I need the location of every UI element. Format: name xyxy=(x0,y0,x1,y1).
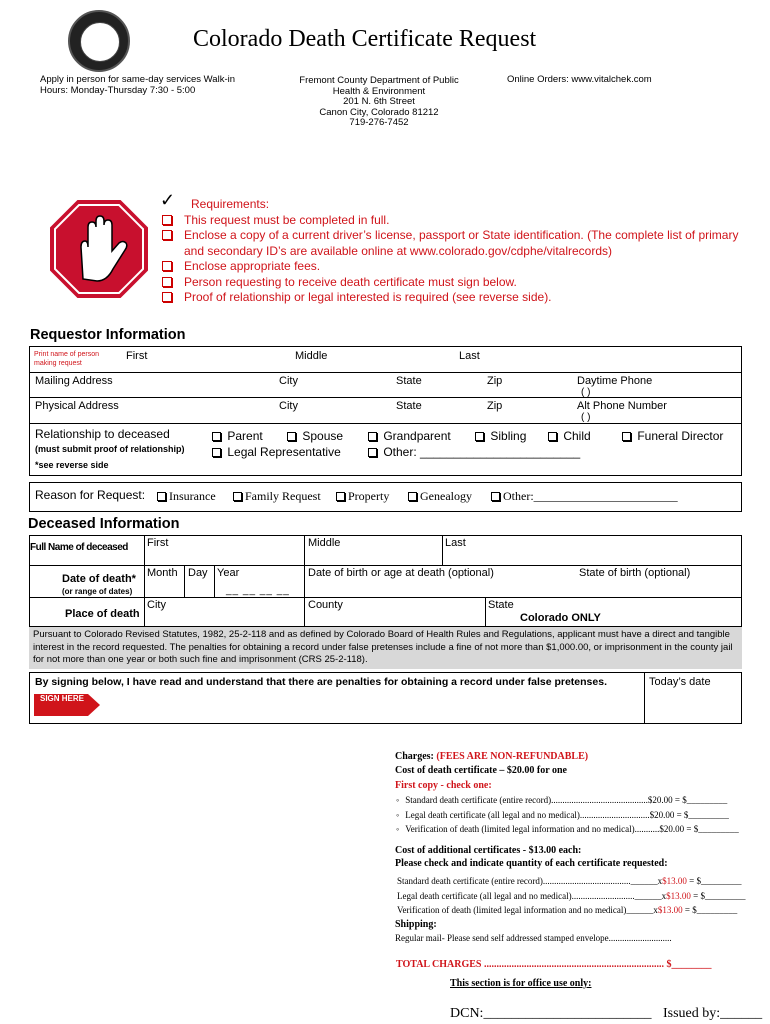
range-note: (or range of dates) xyxy=(62,587,133,596)
reason-other[interactable]: Other:________________________ xyxy=(491,489,678,504)
phone-paren: ( ) xyxy=(581,412,591,423)
additional-legal[interactable]: Legal death certificate (all legal and no medical)............................______x$13.00 = $_________ xyxy=(397,891,746,901)
deceased-last-field[interactable]: Last xyxy=(445,537,466,549)
mailing-zip-field[interactable]: Zip xyxy=(487,375,503,387)
deceased-first-field[interactable]: First xyxy=(147,537,169,549)
todays-date-field[interactable]: Today’s date xyxy=(649,676,711,688)
reason-family[interactable]: Family Request xyxy=(233,489,321,504)
first-copy-heading: First copy - check one: xyxy=(395,780,492,791)
death-state-field[interactable]: State xyxy=(488,599,514,611)
reason-genealogy[interactable]: Genealogy xyxy=(408,489,472,504)
physical-zip-field[interactable]: Zip xyxy=(487,400,503,412)
mailing-address-field[interactable]: Mailing Address xyxy=(35,375,113,387)
checkbox-icon[interactable] xyxy=(162,261,172,271)
walkin-hours: Apply in person for same-day services Walk-in Hours: Monday-Thursday 7:30 - 5:00 xyxy=(40,74,235,96)
additional-standard[interactable]: Standard death certificate (entire record).......................................______x$13.00 = $_________ xyxy=(397,876,742,886)
rel-child[interactable]: Child xyxy=(548,429,591,443)
page-title: Colorado Death Certificate Request xyxy=(193,26,537,52)
physical-city-field[interactable]: City xyxy=(279,400,298,412)
date-of-death-label: Date of death* xyxy=(62,573,136,585)
mailing-city-field[interactable]: City xyxy=(279,375,298,387)
state-of-birth-field[interactable]: State of birth (optional) xyxy=(579,567,691,579)
deceased-section-title: Deceased Information xyxy=(28,516,180,532)
rel-other[interactable]: Other: ________________________ xyxy=(368,445,580,459)
rel-legal-rep[interactable]: Legal Representative xyxy=(212,445,341,459)
full-name-label: Full Name of deceased xyxy=(30,542,128,553)
physical-state-field[interactable]: State xyxy=(396,400,422,412)
last-name-field[interactable]: Last xyxy=(459,350,480,362)
death-city-field[interactable]: City xyxy=(147,599,166,611)
office-use-note: This section is for office use only: xyxy=(450,978,592,989)
regular-mail-note: Regular mail- Please send self addressed stamped envelope............................ xyxy=(395,933,672,943)
death-month-field[interactable]: Month xyxy=(147,567,178,579)
county-seal-logo xyxy=(68,10,130,72)
cost-first: Cost of death certificate – $20.00 for one xyxy=(395,765,567,776)
sign-here-label: SIGN HERE xyxy=(39,694,84,703)
daytime-phone-field[interactable]: Daytime Phone xyxy=(577,375,653,387)
dcn-field[interactable]: DCN:________________________ xyxy=(450,1006,652,1021)
first-copy-standard[interactable]: ◦ Standard death certificate (entire record)...........................................$20.00 = $_________ xyxy=(396,795,728,805)
additional-subheading: Please check and indicate quantity of each certificate requested: xyxy=(395,858,668,869)
physical-address-field[interactable]: Physical Address xyxy=(35,400,119,412)
charges-heading: Charges: (FEES ARE NON-REFUNDABLE) xyxy=(395,751,589,762)
checkbox-icon[interactable] xyxy=(162,215,172,225)
additional-heading: Cost of additional certificates - $13.00 each: xyxy=(395,845,582,856)
year-blanks: __ __ __ __ xyxy=(226,585,290,596)
checkbox-icon[interactable] xyxy=(162,230,172,240)
first-copy-verification[interactable]: ◦ Verification of death (limited legal information and no medical)...........$20.00 = $_________ xyxy=(396,824,739,834)
checkmark-icon: ✓ xyxy=(160,190,176,210)
must-submit-note: (must submit proof of relationship) xyxy=(35,444,185,454)
rel-parent[interactable]: Parent xyxy=(212,429,263,443)
additional-verification[interactable]: Verification of death (limited legal information and no medical)______x$13.00 = $_________ xyxy=(397,905,738,915)
online-orders: Online Orders: www.vitalchek.com xyxy=(507,74,652,85)
reason-property[interactable]: Property xyxy=(336,489,389,504)
mailing-state-field[interactable]: State xyxy=(396,375,422,387)
deceased-middle-field[interactable]: Middle xyxy=(308,537,341,549)
first-copy-legal[interactable]: ◦ Legal death certificate (all legal and no medical)...............................$20.00 = $_________ xyxy=(396,810,729,820)
statute-text: Pursuant to Colorado Revised Statutes, 1982, 25-2-118 and as defined by Colorado Board of Health Rules and Regulations, applicant must have a direct and tangible interest in the record requested. The penalties for obtaining a record under false pretenses include a fine of not more than $1,000.00, or imprisonment in the county jail for not more than one year or both such fine and imprisonment (CRS 25-2-118). xyxy=(29,627,742,669)
alt-phone-field[interactable]: Alt Phone Number xyxy=(577,400,667,412)
checkbox-icon[interactable] xyxy=(162,292,172,302)
colorado-only-label: Colorado ONLY xyxy=(520,612,601,624)
middle-name-field[interactable]: Middle xyxy=(295,350,328,362)
signature-field[interactable] xyxy=(104,690,640,720)
reason-label: Reason for Request: xyxy=(35,488,146,502)
shipping-heading: Shipping: xyxy=(395,919,437,930)
death-day-field[interactable]: Day xyxy=(188,567,208,579)
dob-field[interactable]: Date of birth or age at death (optional) xyxy=(308,567,494,579)
place-of-death-label: Place of death xyxy=(65,608,140,620)
requirements-heading: Requirements: xyxy=(191,197,270,211)
phone-paren: ( ) xyxy=(581,387,591,398)
see-reverse-note: *see reverse side xyxy=(35,460,109,470)
stop-hand-icon xyxy=(47,197,151,301)
reason-insurance[interactable]: Insurance xyxy=(157,489,216,504)
rel-funeral-director[interactable]: Funeral Director xyxy=(622,429,723,443)
requestor-section-title: Requestor Information xyxy=(30,327,186,343)
rel-spouse[interactable]: Spouse xyxy=(287,429,343,443)
death-year-field[interactable]: Year xyxy=(217,567,240,579)
signing-statement: By signing below, I have read and understand that there are penalties for obtaining a record under false pretenses. xyxy=(35,676,607,688)
office-address: Fremont County Department of Public Health & Environment 201 N. 6th Street Canon City, Colorado 81212 719-276-7452 xyxy=(299,75,459,128)
issued-by-field[interactable]: Issued by:______ xyxy=(663,1006,763,1021)
rel-grandparent[interactable]: Grandparent xyxy=(368,429,451,443)
checkbox-icon[interactable] xyxy=(162,277,172,287)
print-name-label: Print name of person making request xyxy=(34,351,99,367)
rel-sibling[interactable]: Sibling xyxy=(475,429,526,443)
requirements-list: Requirements: This request must be completed in full. Enclose a copy of a current driver’s license, passport or State identification. (The complete list of primary and secondary ID’s are available online at www.colorado.gov/cdphe/vitalrecords) Enclose appropriate fees. Person requesting to receive death certificate must sign below. Proof of relationship or legal interested is required (see reverse side). xyxy=(162,197,738,306)
death-county-field[interactable]: County xyxy=(308,599,343,611)
relationship-label: Relationship to deceased xyxy=(35,427,170,441)
total-charges[interactable]: TOTAL CHARGES ........................................................................ $________ xyxy=(396,959,712,970)
first-name-field[interactable]: First xyxy=(126,350,148,362)
